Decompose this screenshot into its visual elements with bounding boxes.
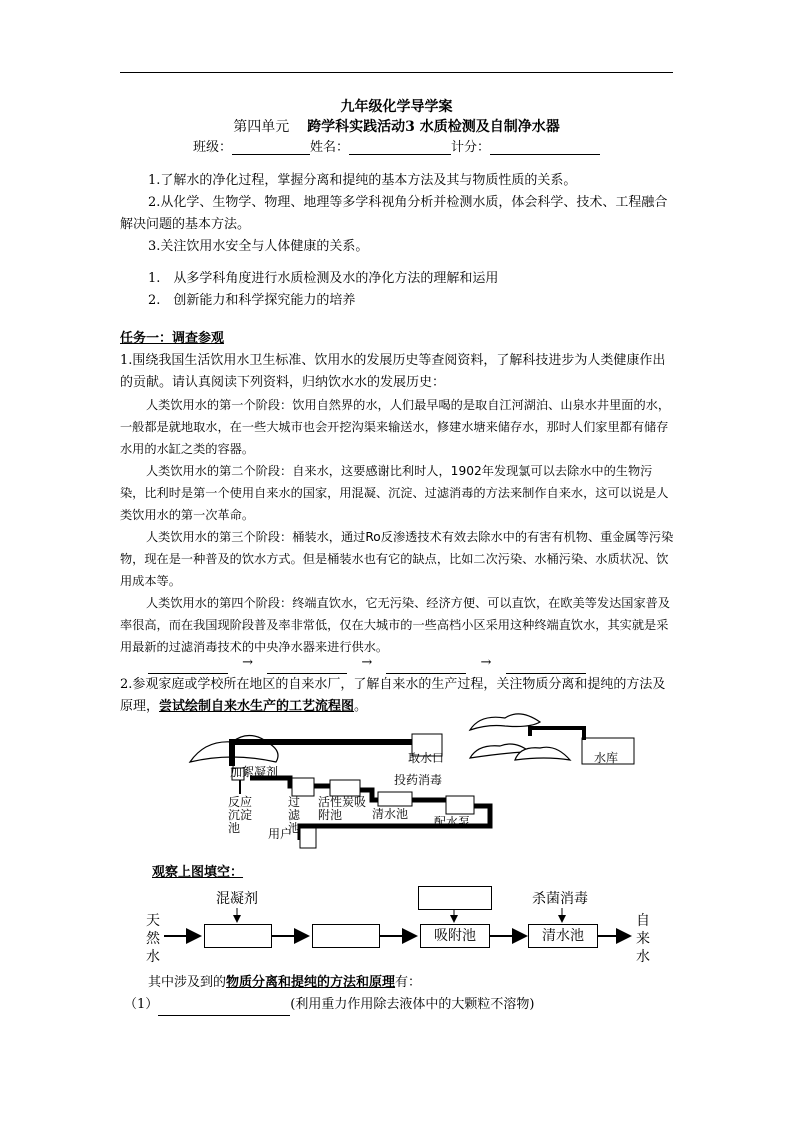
arrow-1: →: [242, 655, 254, 670]
carbon-label: 活性炭吸附池: [318, 795, 367, 822]
task1-question1: 1.围绕我国生活饮用水卫生标准、饮用水的发展历史等查阅资料，了解科技进步为人类健康作出的贡献。请认真阅读下列资料，归纳饮水水的发展历史：: [120, 353, 666, 390]
activity-title: 跨学科实践活动3 水质检测及自制净水器: [307, 119, 560, 135]
history-paragraph: 人类饮用水的第二个阶段：自来水，这要感谢比利时人，1902年发现氯可以去除水中的生物污染，比利时是第一个使用自来水的国家，用混凝、沉淀、过滤消毒的方法来制作自来水，这可以说是人类饮用水的第一次革命。: [120, 464, 669, 522]
methods-intro-pre: 其中涉及到的: [148, 975, 227, 990]
flow-blank-box-top[interactable]: [418, 886, 492, 910]
method-item-1: [124, 994, 679, 1016]
method-item-note: (利用重力作用除去液体中的大颗粒不溶物): [290, 997, 535, 1012]
arrow-3: →: [480, 655, 492, 670]
flow-blank-box-1[interactable]: [204, 924, 272, 948]
flow-adsorption-box: 吸附池: [420, 924, 490, 948]
history-paragraph: 人类饮用水的第三个阶段：桶装水，通过Ro反渗透技术有效去除水中的有害有机物、重金属等污染物，现在是一种普及的饮水方式。但是桶装水也有它的缺点，比如二次污染、水桶污染、水质状况、饮用成本等。: [120, 530, 674, 588]
objective-item: 2.从化学、生物学、物理、地理等多学科视角分析并检测水质，体会科学、技术、工程融合解决问题的基本方法。: [120, 195, 668, 232]
objective-item: 1.了解水的净化过程，掌握分离和提纯的基本方法及其与物质性质的关系。: [148, 173, 577, 188]
reservoir-label: 水库: [594, 751, 619, 765]
question2-end: 。: [354, 699, 368, 714]
question2-emphasis: 尝试绘制自来水生产的工艺流程图: [159, 699, 355, 714]
name-label: 姓名：: [309, 140, 349, 155]
history-paragraph: 人类饮用水的第四个阶段：终端直饮水，它无污染、经济方便、可以直饮，在欧美等发达国家普及率很高，而在我国现阶段普及率非常低，仅在大城市的一些高档小区采用这种终端直饮水，其实就是采用最新的过滤消毒技术的中央净水器来进行供水。: [120, 596, 671, 654]
reaction-label: 反应沉淀池: [228, 795, 253, 835]
question2-text: 2.参观家庭或学校所在地区的自来水厂，了解自来水的生产过程，关注物质分离和提纯的方法及原理，: [120, 677, 666, 714]
clear-pool-label: 清水池: [372, 807, 409, 821]
disinfect-label: 投药消毒: [394, 773, 443, 787]
arrow-2: →: [361, 655, 373, 670]
key-point-item: 1. 从多学科角度进行水质检测及水的净化方法的理解和运用: [148, 271, 499, 286]
filter-label: 过滤池: [288, 795, 301, 835]
key-point-item: 2. 创新能力和科学探究能力的培养: [148, 293, 356, 308]
flow-start-label: 天然水: [146, 913, 160, 965]
distribution-label: 配水泵: [434, 815, 471, 829]
flow-clear-pool-box: 清水池: [528, 924, 598, 948]
unit-label: 第四单元: [233, 119, 290, 135]
task1-heading: 任务一：调查参观: [120, 331, 225, 346]
user-label: 用户: [268, 827, 293, 841]
method-item-number: （1）: [124, 997, 159, 1012]
methods-intro: [148, 972, 703, 994]
objective-item: 3.关注饮用水安全与人体健康的关系。: [148, 239, 369, 254]
flow-end-label: 自来水: [636, 913, 650, 965]
intake-label: 取水口: [408, 751, 445, 765]
coagulant-label: 加絮凝剂: [230, 765, 279, 779]
methods-intro-emphasis: 物质分离和提纯的方法和原理: [226, 975, 396, 990]
methods-intro-post: 有：: [395, 975, 422, 990]
flow-coagulant-label: 混凝剂: [216, 891, 258, 907]
class-label: 班级：: [192, 140, 232, 155]
score-label: 计分：: [451, 140, 491, 155]
flow-blank-box-2[interactable]: [312, 924, 380, 948]
page-title: 九年级化学导学案: [340, 99, 453, 115]
history-paragraph: 人类饮用水的第一个阶段：饮用自然界的水，人们最早喝的是取自江河湖泊、山泉水井里面的水，一般都是就地取水，在一些大城市也会开挖沟渠来输送水，修建水塘来储存水，那时人们家里都有储存水用的水缸之类的容器。: [120, 398, 671, 456]
method-blank-1[interactable]: [158, 1001, 290, 1016]
flow-disinfect-label: 杀菌消毒: [532, 891, 588, 907]
observe-heading: 观察上图填空：: [152, 865, 244, 880]
